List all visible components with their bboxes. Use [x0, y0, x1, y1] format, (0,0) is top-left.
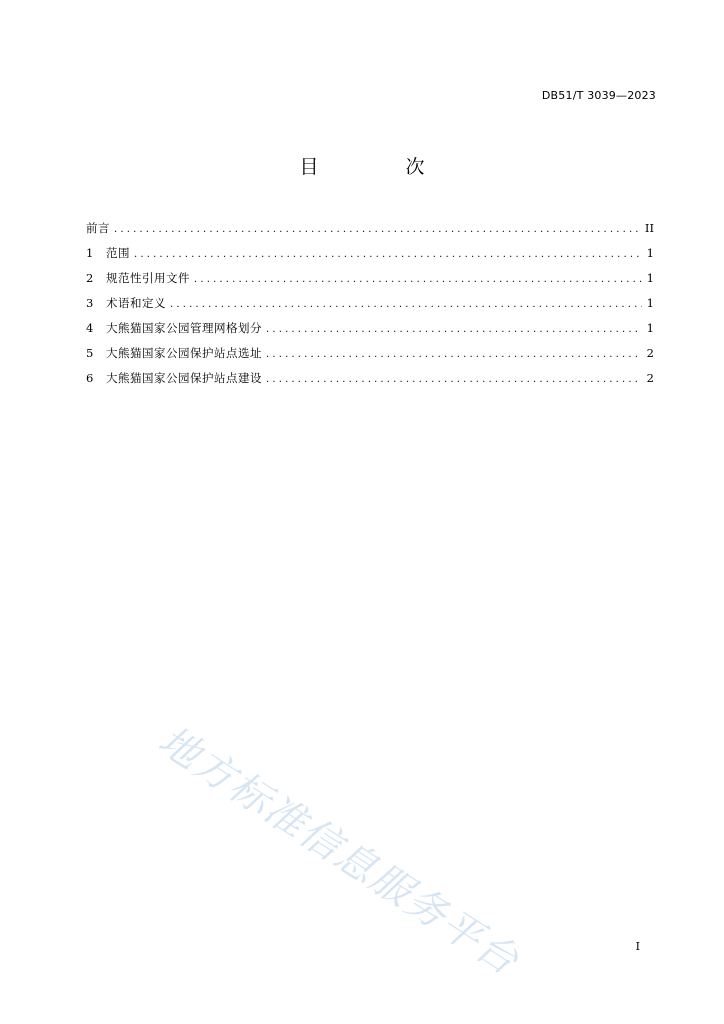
toc-leader-dots [266, 372, 642, 388]
toc-entry-grid-division[interactable] [86, 320, 654, 345]
toc-entry-normative-references[interactable] [86, 270, 654, 295]
toc-entry-page: 1 [646, 296, 654, 310]
toc-entry-page: 1 [646, 246, 654, 260]
page-number: I [635, 940, 640, 953]
toc-entry-label: 大熊猫国家公园保护站点选址 [106, 346, 262, 360]
toc-entry-page: II [644, 221, 654, 235]
watermark-text: 地方标准信息服务平台 [150, 717, 528, 985]
toc-leader-dots [194, 272, 642, 288]
toc-entry-label: 规范性引用文件 [106, 271, 190, 285]
toc-entry-number: 3 [86, 296, 94, 310]
toc-entry-label: 术语和定义 [106, 296, 166, 310]
toc-entry-page: 1 [646, 271, 654, 285]
toc-entry-label: 大熊猫国家公园管理网格划分 [106, 321, 262, 335]
toc-entry-page: 1 [646, 321, 654, 335]
toc-entry-number: 5 [86, 346, 94, 360]
toc-entry-scope[interactable] [86, 245, 654, 270]
toc-title: 目 次 [299, 156, 459, 178]
standard-code: DB51/T 3039—2023 [541, 89, 656, 102]
toc-entry-number: 2 [86, 271, 94, 285]
toc-leader-dots [134, 247, 642, 263]
toc-entry-station-construction[interactable] [86, 370, 654, 395]
toc-leader-dots [170, 297, 642, 313]
toc-entry-label: 前言 [86, 221, 110, 235]
toc-leader-dots [266, 322, 642, 338]
toc-leader-dots [266, 347, 642, 363]
toc-entry-page: 2 [646, 346, 654, 360]
toc-entry-number: 1 [86, 246, 94, 260]
toc-entry-number: 4 [86, 321, 94, 335]
toc-entry-label: 大熊猫国家公园保护站点建设 [106, 371, 262, 385]
toc-entry-foreword[interactable] [86, 220, 654, 245]
toc-entry-page: 2 [646, 371, 654, 385]
toc-entry-label: 范围 [106, 246, 130, 260]
toc-entry-number: 6 [86, 371, 94, 385]
toc-entry-station-siting[interactable] [86, 345, 654, 370]
toc-list [86, 220, 654, 395]
toc-leader-dots [114, 222, 641, 238]
toc-entry-terms-definitions[interactable] [86, 295, 654, 320]
